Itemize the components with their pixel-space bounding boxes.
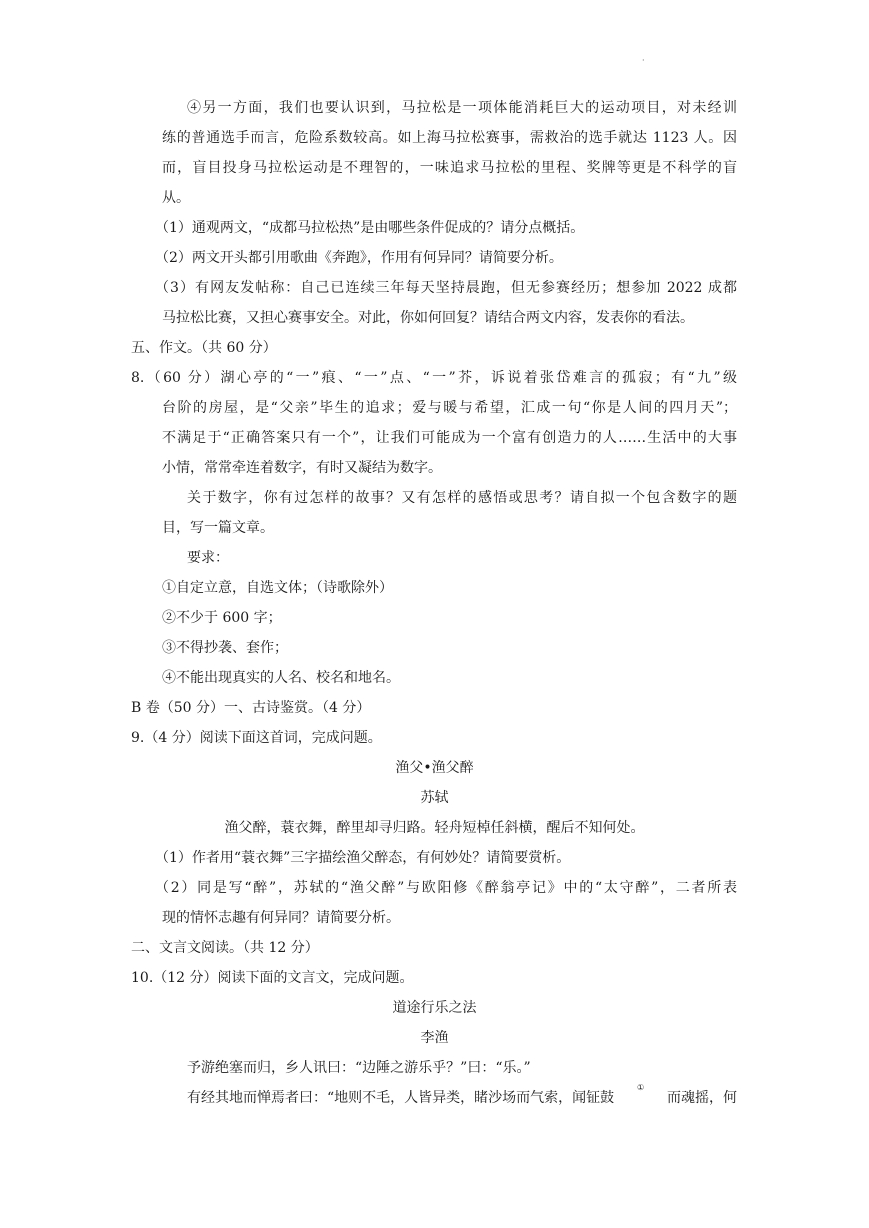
question-item: 9.（4 分）阅读下面这首词，完成问题。 xyxy=(131,730,382,746)
text-line: 马拉松比赛，又担心赛事安全。对此，你如何回复？请结合两文内容，发表你的看法。 xyxy=(162,310,694,326)
poem-title: 渔父•渔父醉 xyxy=(395,760,474,776)
text-segment: 有经其地而惮焉者曰：“地则不毛，人皆异类，睹沙场而气索，闻钲鼓 xyxy=(187,1090,615,1106)
question-item: （1）作者用“蓑衣舞”三字描绘渔父醉态，有何妙处？请简要赏析。 xyxy=(155,850,571,866)
requirement-item: ④不能出现真实的人名、校名和地名。 xyxy=(162,670,400,686)
question-item: （2）两文开头都引用歌曲《奔跑》，作用有何异同？请简要分析。 xyxy=(155,250,563,266)
question-item: 10.（12 分）阅读下面的文言文，完成问题。 xyxy=(131,970,414,986)
section-heading: 五、作文。（共 60 分） xyxy=(131,340,277,356)
section-heading: 二、文言文阅读。（共 12 分） xyxy=(131,940,319,956)
text-line: 现的情怀志趣有何异同？请简要分析。 xyxy=(162,910,400,926)
question-item: 8.（60 分）湖心亭的“一”痕、“一”点、“一”芥，诉说着张岱难言的孤寂；有“九”级 xyxy=(131,370,737,386)
text-line: ④另一方面，我们也要认识到，马拉松是一项体能消耗巨大的运动项目，对未经训 xyxy=(187,100,737,116)
text-line: 关于数字，你有过怎样的故事？又有怎样的感悟或思考？请自拟一个包含数字的题 xyxy=(187,490,737,506)
text-line: 目，写一篇文章。 xyxy=(162,520,274,536)
question-item: （1）通观两文，“成都马拉松热”是由哪些条件促成的？请分点概括。 xyxy=(155,220,585,236)
poem-author: 苏轼 xyxy=(420,790,449,806)
text-line: 从。 xyxy=(162,190,190,206)
requirements-label: 要求： xyxy=(187,550,229,566)
requirement-item: ①自定立意，自选文体；（诗歌除外） xyxy=(162,580,393,596)
text-line: 练的普通选手而言，危险系数较高。如上海马拉松赛事，需救治的选手就达 1123 人。因 xyxy=(162,130,737,146)
section-heading: B 卷（50 分）一、古诗鉴赏。（4 分） xyxy=(131,700,371,716)
text-line: 而，盲目投身马拉松运动是不理智的，一味追求马拉松的里程、奖牌等更是不科学的盲 xyxy=(162,160,737,176)
text-line xyxy=(187,1083,737,1108)
poem-body: 渔父醉，蓑衣舞，醉里却寻归路。轻舟短棹任斜横，醒后不知何处。 xyxy=(224,820,645,836)
text-line: 不满足于“正确答案只有一个”，让我们可能成为一个富有创造力的人……生活中的大事 xyxy=(162,430,737,446)
header-mark: · xyxy=(642,56,645,65)
text-line: 小情，常常牵连着数字，有时又凝结为数字。 xyxy=(162,460,442,476)
question-item: （2）同是写“醉”，苏轼的“渔父醉”与欧阳修《醉翁亭记》中的“太守醉”，二者所表 xyxy=(155,880,737,896)
text-line: 予游绝塞而归，乡人讯曰：“边陲之游乐乎？”曰：“乐。” xyxy=(187,1060,531,1076)
footnote-marker: ① xyxy=(636,1083,645,1092)
requirement-item: ③不得抄袭、套作； xyxy=(162,640,288,656)
question-item: （3）有网友发帖称：自己已连续三年每天坚持晨跑，但无参赛经历；想参加 2022 成都 xyxy=(155,280,737,296)
essay-title: 道途行乐之法 xyxy=(392,1000,477,1016)
requirement-item: ②不少于 600 字； xyxy=(162,610,282,626)
essay-author: 李渔 xyxy=(420,1030,449,1046)
text-segment: 而魂摇，何 xyxy=(666,1090,737,1106)
text-line: 台阶的房屋，是“父亲”毕生的追求；爱与暖与希望，汇成一句“你是人间的四月天”； xyxy=(162,400,737,416)
